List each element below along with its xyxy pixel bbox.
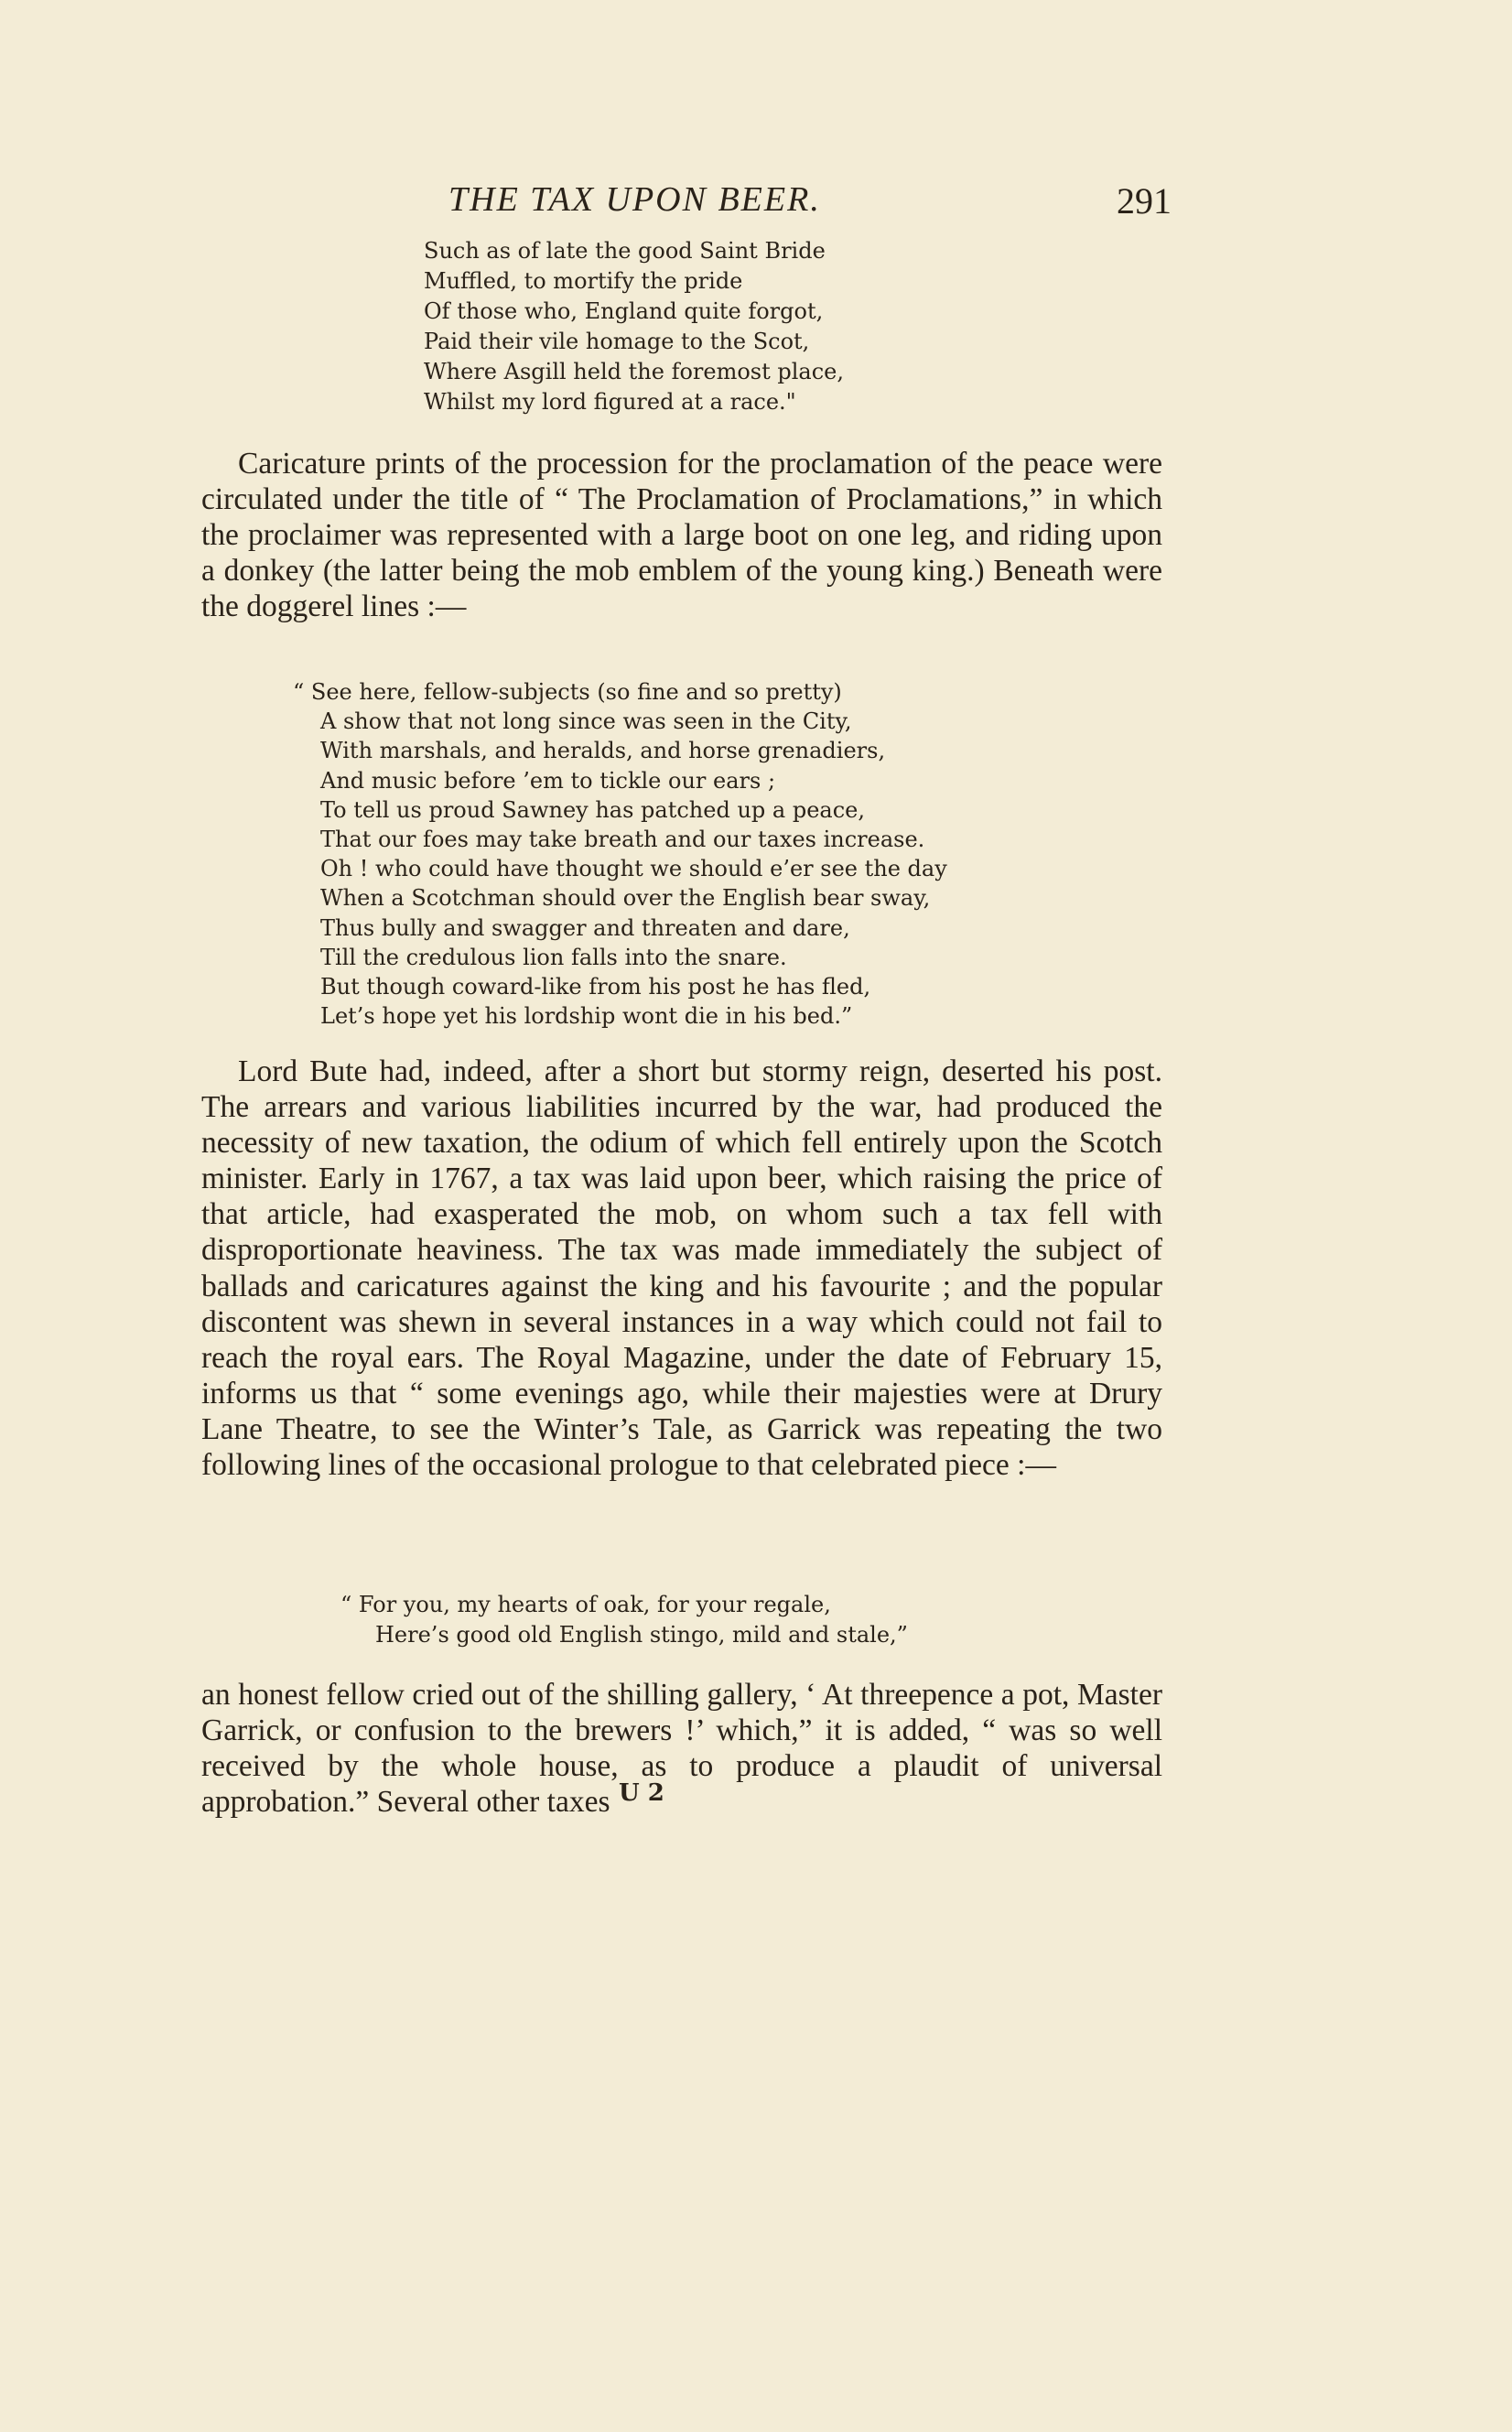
verse-line: Of those who, England quite forgot, [424, 298, 824, 324]
paragraph-1-text: Caricature prints of the procession for the proclamation of the peace were circulated under the title of “ The Proclamation of Proclamations,” in which the proclaimer was represented with a large boot on one leg, and riding upon a donkey (the latter being the mob emblem of the young king.) Beneath were the doggerel lines :— [201, 447, 1162, 624]
running-title: THE TAX UPON BEER. [448, 180, 821, 219]
paragraph-3-text: an honest fellow cried out of the shilling gallery, ‘ At threepence a pot, Master Garrick, or confusion to the brewers !’ which,” it is added, “ was so well received by the whole house, as to produce a plaudit of universal approbation.” Several other taxes [201, 1678, 1162, 1820]
verse-line: That our foes may take breath and our taxes increase. [320, 827, 925, 853]
verse-line: Muffled, to mortify the pride [424, 268, 743, 294]
verse-line: Here’s good old English stingo, mild and stale,” [375, 1622, 908, 1648]
verse-line: Oh ! who could have thought we should e’er see the day [320, 856, 947, 882]
paragraph-2 [201, 1054, 1162, 1483]
verse-line: When a Scotchman should over the English bear sway, [320, 885, 931, 912]
verse-line: Thus bully and swagger and threaten and dare, [320, 914, 850, 941]
verse-line: Paid their vile homage to the Scot, [424, 329, 810, 354]
verse-line: Such as of late the good Saint Bride [424, 238, 826, 264]
verse-line: With marshals, and heralds, and horse grenadiers, [320, 738, 886, 764]
paragraph-2-text: Lord Bute had, indeed, after a short but stormy reign, deserted his post. The arrears and various liabilities incurred by the war, had produced the necessity of new taxation, the odium of which fell entirely upon the Scotch minister. Early in 1767, a tax was laid upon beer, which raising the price of that article, had exasperated the mob, on whom such a tax fell with disproportionate heaviness. The tax was made immediately the subject of ballads and caricatures against the king and his favourite ; and the popular discontent was shewn in several instances in a way which could not fail to reach the royal ears. The Royal Magazine, under the date of February 15, informs us that “ some evenings ago, while their majesties were at Drury Lane Theatre, to see the Winter’s Tale, as Garrick was repeating the two following lines of the occasional prologue to that celebrated piece :— [201, 1054, 1162, 1483]
verse-line: A show that not long since was seen in the City, [320, 708, 852, 735]
verse-line: But though coward-like from his post he has fled, [320, 974, 871, 1000]
paragraph-1 [201, 446, 1162, 624]
page-header [201, 179, 1181, 234]
verse-stanza-3 [340, 1590, 908, 1650]
verse-stanza-2 [293, 677, 947, 1031]
page-number: 291 [1117, 180, 1172, 222]
verse-line: Where Asgill held the foremost place, [424, 359, 844, 384]
verse-line: “ For you, my hearts of oak, for your regale, [340, 1592, 831, 1617]
verse-stanza-1 [424, 236, 844, 417]
verse-line: And music before ’em to tickle our ears ; [320, 767, 776, 794]
paragraph-3 [201, 1677, 1162, 1820]
signature-mark: U 2 [619, 1779, 664, 1807]
verse-line: Till the credulous lion falls into the snare. [320, 944, 787, 970]
verse-line: To tell us proud Sawney has patched up a peace, [320, 796, 865, 823]
verse-line: “ See here, fellow-subjects (so fine and so pretty) [293, 679, 842, 705]
verse-line: Let’s hope yet his lordship wont die in his bed.” [320, 1003, 853, 1030]
verse-line: Whilst my lord figured at a race." [424, 389, 796, 415]
